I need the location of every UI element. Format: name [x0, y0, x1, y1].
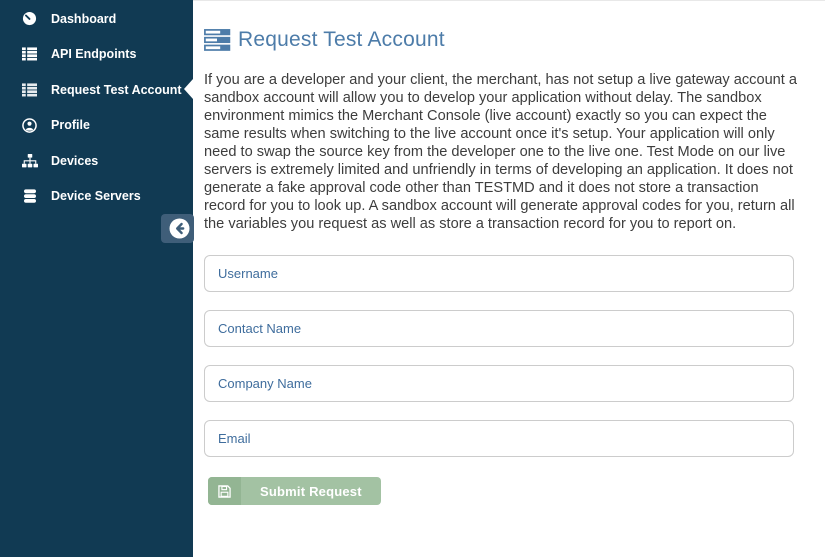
page-title: Request Test Account	[238, 28, 445, 51]
user-circle-icon	[21, 118, 38, 133]
sidebar	[0, 0, 193, 557]
contact-name-field[interactable]	[204, 310, 794, 347]
sidebar-item-label: Devices	[51, 153, 99, 168]
sidebar-item-label: Device Servers	[51, 189, 141, 204]
sidebar-item-request-test-account[interactable]	[0, 72, 193, 108]
sidebar-item-device-servers[interactable]	[0, 179, 193, 215]
submit-request-label: Submit Request	[260, 483, 362, 499]
sidebar-item-dashboard[interactable]	[0, 1, 193, 37]
database-icon	[21, 189, 38, 204]
page-title-row	[204, 28, 825, 52]
sidebar-item-devices[interactable]	[0, 143, 193, 179]
sidebar-item-label: API Endpoints	[51, 47, 137, 62]
company-name-field[interactable]	[204, 365, 794, 402]
sitemap-icon	[21, 154, 38, 168]
tasks-icon	[204, 29, 231, 51]
page-description: If you are a developer and your client, the merchant, has not setup a live gateway account a sandbox account will allow you to develop your application without delay. The sandbox environment mimics the Merchant Console (live account) exactly so you can expect the same results when switching to the live account once it's setup. Your application will only need to swap the source key from the developer one to the live one. Test Mode on our live servers is extremely limited and unfriendly in terms of developing an application. It does not generate a fake approval code other than TESTMD and it does not store a transaction record for you to look up. A sandbox account will generate approval codes for you, return all the variables you request as well as store a transaction record for you to report on.	[204, 72, 798, 232]
arrow-left-circle-icon	[169, 218, 190, 239]
th-list-icon	[21, 83, 38, 97]
sidebar-item-profile[interactable]	[0, 108, 193, 144]
active-item-marker	[184, 79, 193, 99]
main-content	[193, 0, 825, 557]
sidebar-nav	[0, 0, 193, 214]
sidebar-item-label: Request Test Account	[51, 82, 182, 97]
sidebar-item-api-endpoints[interactable]	[0, 37, 193, 73]
username-field[interactable]	[204, 255, 794, 292]
dashboard-icon	[21, 11, 38, 26]
request-test-account-form	[204, 255, 794, 505]
th-list-icon	[21, 47, 38, 61]
sidebar-item-label: Dashboard	[51, 11, 117, 26]
save-icon	[208, 477, 241, 505]
submit-request-button[interactable]	[208, 477, 381, 505]
sidebar-item-label: Profile	[51, 118, 90, 133]
sidebar-collapse-button[interactable]	[161, 214, 194, 243]
email-field[interactable]	[204, 420, 794, 457]
